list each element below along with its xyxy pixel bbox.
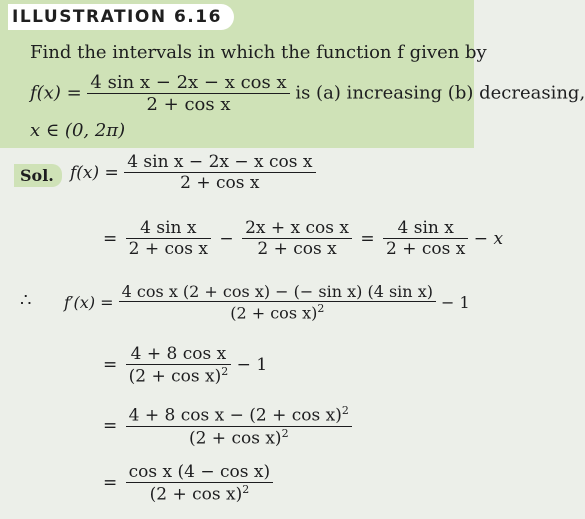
minus-sign: − — [219, 228, 234, 249]
problem-statement-tail: is (a) increasing (b) decreasing, — [295, 82, 585, 104]
equals-sign: = — [360, 228, 375, 249]
step4-denominator-exponent: 2 — [221, 365, 229, 378]
step3-denominator-base: (2 + cos x) — [230, 303, 318, 323]
step3-tail: − 1 — [441, 292, 470, 312]
step2-b-numerator: 2x + x cos x — [242, 218, 352, 239]
step1-denominator: 2 + cos x — [180, 173, 260, 193]
illustration-box — [0, 0, 585, 148]
solution-step-3 — [64, 282, 470, 322]
step3-numerator: 4 cos x (2 + cos x) − (− sin x) (4 sin x) — [119, 282, 436, 302]
step2-a-denominator: 2 + cos x — [128, 239, 208, 259]
step2-b-denominator: 2 + cos x — [257, 239, 337, 259]
step4-denominator — [126, 365, 232, 387]
step5-numerator — [126, 404, 352, 427]
function-numerator: 4 sin x − 2x − x cos x — [87, 72, 289, 94]
solution-step-4 — [100, 344, 267, 387]
step4-fraction — [126, 344, 232, 387]
step5-numerator-exponent: 2 — [341, 404, 349, 417]
equals-sign: = — [103, 473, 118, 494]
solution-step-1 — [70, 152, 316, 193]
solution-tag: Sol. — [14, 164, 62, 187]
step5-numerator-base: 4 + 8 cos x − (2 + cos x) — [128, 405, 342, 426]
step3-denominator-exponent: 2 — [317, 302, 325, 315]
step2-c-denominator: 2 + cos x — [386, 239, 466, 259]
step1-numerator: 4 sin x − 2x − x cos x — [124, 152, 315, 173]
function-denominator: 2 + cos x — [146, 94, 231, 115]
step6-fraction — [126, 462, 273, 505]
step3-lhs: f′(x) = — [64, 292, 114, 312]
step6-denominator-base: (2 + cos x) — [149, 484, 243, 505]
step2-tail: − x — [473, 228, 504, 249]
solution-step-6 — [100, 462, 273, 505]
step5-denominator-base: (2 + cos x) — [188, 428, 282, 449]
equals-sign: = — [103, 416, 118, 437]
step5-denominator — [126, 427, 352, 449]
step2-c-numerator: 4 sin x — [383, 218, 468, 239]
step4-tail: − 1 — [236, 355, 268, 376]
step6-denominator-exponent: 2 — [242, 483, 250, 496]
equals-sign: = — [103, 355, 118, 376]
function-lhs: f(x) = — [30, 82, 82, 104]
step3-denominator — [119, 302, 436, 322]
step5-fraction — [126, 404, 352, 448]
step6-denominator — [126, 483, 273, 505]
step5-denominator-exponent: 2 — [281, 426, 289, 440]
step1-lhs: f(x) = — [70, 162, 119, 183]
step2-fraction-a — [126, 218, 211, 259]
step2-fraction-c — [383, 218, 468, 259]
solution-step-2 — [100, 218, 503, 259]
step2-a-numerator: 4 sin x — [126, 218, 211, 239]
problem-statement-line1: Find the intervals in which the function f given by — [30, 42, 487, 63]
step4-denominator-base: (2 + cos x) — [128, 366, 222, 387]
step4-numerator: 4 + 8 cos x — [126, 344, 232, 365]
therefore-symbol: ∴ — [20, 290, 32, 311]
problem-domain: x ∈ (0, 2π) — [30, 120, 126, 141]
step1-fraction — [124, 152, 315, 193]
solution-step-5 — [100, 404, 352, 448]
equals-sign: = — [103, 228, 118, 249]
function-fraction — [87, 72, 289, 115]
illustration-label: ILLUSTRATION 6.16 — [8, 4, 234, 30]
problem-function-line — [30, 72, 585, 115]
step6-numerator: cos x (4 − cos x) — [126, 462, 273, 483]
step3-fraction — [119, 282, 436, 322]
step2-fraction-b — [242, 218, 352, 259]
